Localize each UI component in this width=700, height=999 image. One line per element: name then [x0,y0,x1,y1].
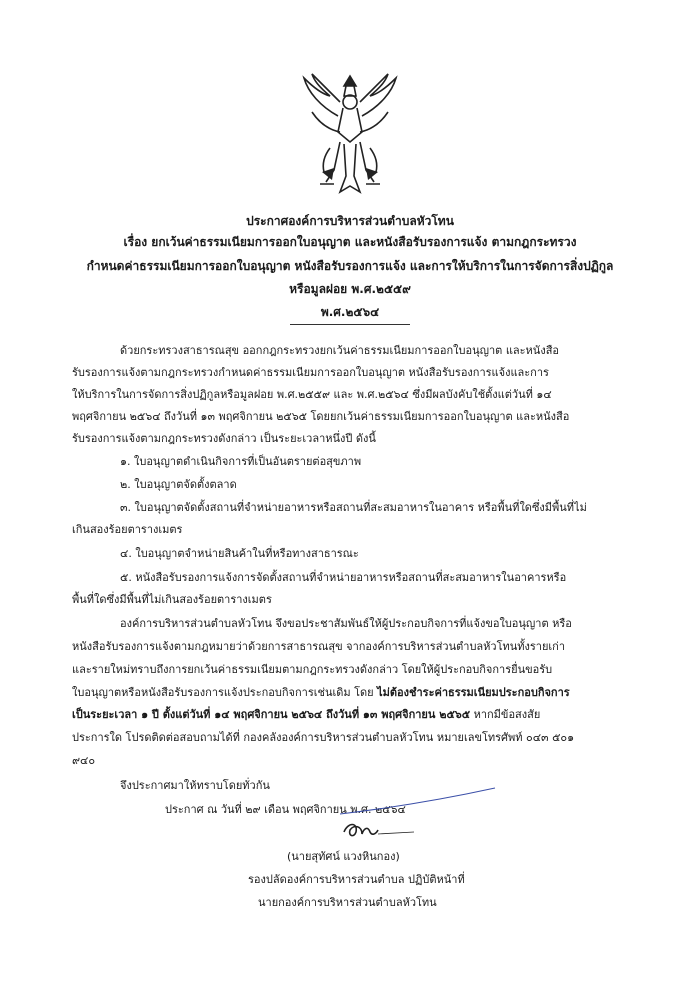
subject-line-2: กำหนดค่าธรรมเนียมการออกใบอนุญาต หนังสือรับรองการแจ้ง และการให้บริการในการจัดการสิ่งปฏิกูล [86,259,614,273]
announcement-date: ประกาศ ณ วันที่ ๒๙ เดือน พฤศจิกายน พ.ศ. ๒๕๖๔ [165,803,406,816]
paragraph-1-line: รับรองการแจ้งตามกฎกระทรวงกำหนดค่าธรรมเนียมการออกใบอนุญาต หนังสือรับรองการแจ้งและการ [72,366,549,379]
announcement-heading: ประกาศองค์การบริหารส่วนตำบลหัวโทน [246,214,454,228]
paragraph-2-line: และรายใหม่ทราบถึงการยกเว้นค่าธรรมเนียมตามกฎกระทรวงดังกล่าว โดยให้ผู้ประกอบกิจการยื่นขอรับ [72,663,553,676]
signature-stroke-icon [330,786,500,816]
signatory-title: รองปลัดองค์การบริหารส่วนตำบล ปฏิบัติหน้าที่ [248,873,465,886]
handwritten-signature-icon [338,816,418,842]
paragraph-2-line [72,686,570,700]
paragraph-1-line: พฤศจิกายน ๒๕๖๔ ถึงวันที่ ๑๓ พฤศจิกายน ๒๕๖๕ โดยยกเว้นค่าธรรมเนียมการออกใบอนุญาต และหนังสือ [72,410,570,423]
paragraph-2-text: หากมีข้อสงสัย [470,708,541,721]
garuda-emblem-icon [300,72,400,200]
list-item-continuation: เกินสองร้อยตารางเมตร [72,523,183,536]
subject-line-3: หรือมูลฝอย พ.ศ.๒๕๕๙ [289,282,411,296]
paragraph-2-text: ใบอนุญาตหรือหนังสือรับรองการแจ้งประกอบกิจการเช่นเดิม โดย [72,686,378,699]
paragraph-2-line: ๙๔๐ [72,754,96,767]
paragraph-1-line: รับรองการแจ้งตามกฎกระทรวงดังกล่าว เป็นระยะเวลาหนึ่งปี ดังนี้ [72,432,376,445]
list-item: ๓. ใบอนุญาตจัดตั้งสถานที่จำหน่ายอาหารหรือสถานที่สะสมอาหารในอาคาร หรือพื้นที่ใดซึ่งมีพื้นที่ไม่ [120,501,587,514]
exemption-period-emphasis: เป็นระยะเวลา ๑ ปี ตั้งแต่วันที่ ๑๔ พฤศจิกายน ๒๕๖๔ ถึงวันที่ ๑๓ พฤศจิกายน ๒๕๖๕ [72,708,471,721]
subject-year: พ.ศ.๒๕๖๔ [320,305,380,319]
closing-statement: จึงประกาศมาให้ทราบโดยทั่วกัน [120,779,270,792]
list-item: ๔. ใบอนุญาตจำหน่ายสินค้าในที่หรือทางสาธารณะ [120,547,359,560]
header-divider [290,324,410,325]
paragraph-2-line: หนังสือรับรองการแจ้งตามกฎหมายว่าด้วยการสาธารณสุข จากองค์การบริหารส่วนตำบลหัวโทนทั้งรายเก่า [72,640,566,653]
fee-exemption-emphasis: ไม่ต้องชำระค่าธรรมเนียมประกอบกิจการ [377,686,570,699]
paragraph-1-line: ให้บริการในการจัดการสิ่งปฏิกูลหรือมูลฝอย พ.ศ.๒๕๕๙ และ พ.ศ.๒๕๖๔ ซึ่งมีผลบังคับใช้ตั้งแต่วันที่ ๑๔ [72,388,552,401]
list-item: ๕. หนังสือรับรองการแจ้งการจัดตั้งสถานที่จำหน่ายอาหารหรือสถานที่สะสมอาหารในอาคารหรือ [120,571,567,584]
paragraph-2-line: องค์การบริหารส่วนตำบลหัวโทน จึงขอประชาสัมพันธ์ให้ผู้ประกอบกิจการที่แจ้งขอใบอนุญาต หรือ [120,617,572,630]
paragraph-2-line [72,708,540,722]
signatory-position: นายกองค์การบริหารส่วนตำบลหัวโทน [258,896,437,909]
signatory-name: (นายสุทัศน์ แวงหินกอง) [287,850,400,863]
paragraph-1-line: ด้วยกระทรวงสาธารณสุข ออกกฎกระทรวงยกเว้นค่าธรรมเนียมการออกใบอนุญาต และหนังสือ [120,344,560,357]
list-item: ๒. ใบอนุญาตจัดตั้งตลาด [120,478,237,491]
paragraph-2-line: ประการใด โปรดติดต่อสอบถามได้ที่ กองคลังองค์การบริหารส่วนตำบลหัวโทน หมายเลขโทรศัพท์ ๐๔๓ ๕๐๑ [72,731,575,744]
subject-line: เรื่อง ยกเว้นค่าธรรมเนียมการออกใบอนุญาต และหนังสือรับรองการแจ้ง ตามกฎกระทรวง [123,235,577,249]
list-item: ๑. ใบอนุญาตดำเนินกิจการที่เป็นอันตรายต่อสุขภาพ [120,455,362,468]
list-item-continuation: พื้นที่ใดซึ่งมีพื้นที่ไม่เกินสองร้อยตารางเมตร [72,593,272,606]
